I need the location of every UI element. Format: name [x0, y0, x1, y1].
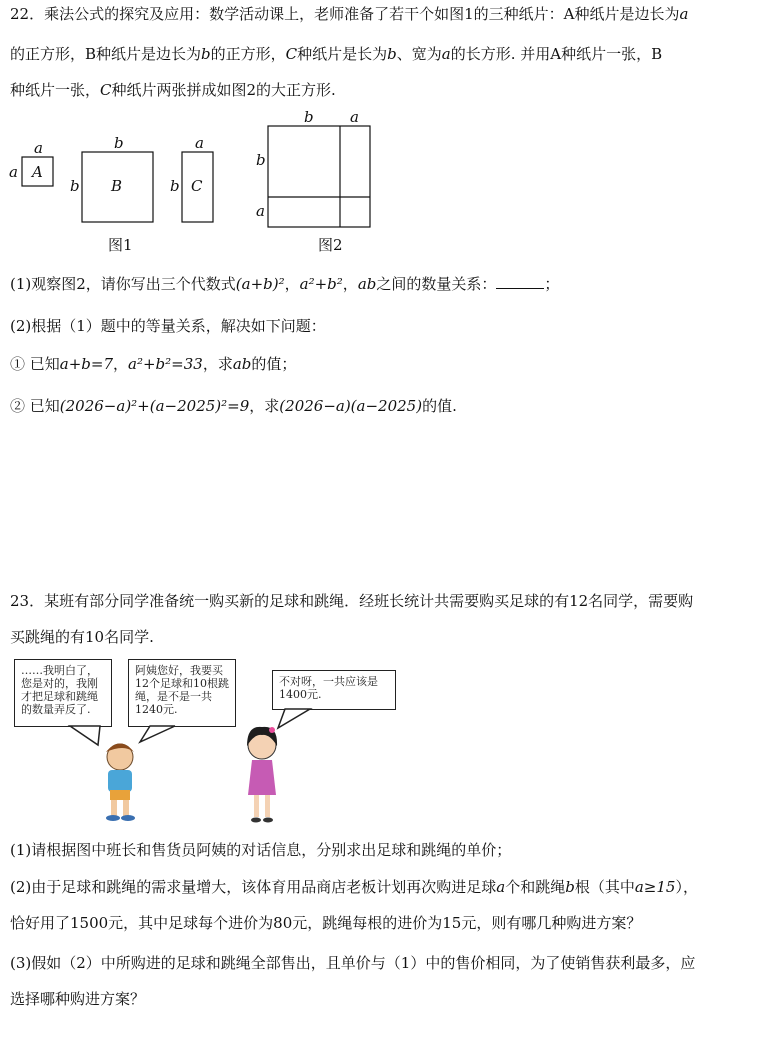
q22-line1: 22．乘法公式的探究及应用：数学活动课上，老师准备了若干个如图1的三种纸片：A种纸片是边长为a [10, 5, 689, 23]
fig1-caption: 图1 [108, 236, 133, 254]
fig1-c-left: b [170, 177, 180, 195]
bubble-clerk: 不对呀，一共应该是1400元. [272, 670, 396, 710]
fig2-caption: 图2 [318, 236, 343, 254]
q23-part2-line2: 恰好用了1500元，其中足球每个进价为80元，跳绳每根的进价为15元，则有哪几种购进方案？ [10, 914, 642, 932]
fig1-c-top: a [195, 134, 204, 152]
fig2-a-left: a [256, 202, 265, 220]
q22-part2: (2)根据（1）题中的等量关系，解决如下问题： [10, 317, 326, 335]
girl-figure [247, 727, 277, 823]
fig2-b-top: b [304, 108, 314, 126]
label-C: C [191, 177, 203, 195]
bubble-boy-2: 阿姨您好，我要买12个足球和10根跳绳，是不是一共1240元. [128, 659, 236, 727]
figure-squares [0, 0, 781, 260]
big-square [268, 126, 370, 227]
q22-line3: 种纸片一张，C种纸片两张拼成如图2的大正方形. [10, 81, 336, 99]
q22-line2: 的正方形，B种纸片是边长为b的正方形，C种纸片是长为b、宽为a的长方形. 并用A种纸片一张，B [10, 45, 663, 63]
q23-line2: 买跳绳的有10名同学. [10, 628, 154, 646]
fig2-b-left: b [256, 151, 266, 169]
label-B: B [111, 177, 123, 195]
q22-part1: (1)观察图2，请你写出三个代数式(a+b)²，a²+b²，ab之间的数量关系： ； [10, 275, 560, 293]
fig1-a-top: a [34, 139, 43, 157]
bubble-boy-1: ……我明白了，您是对的，我刚才把足球和跳绳的数量弄反了. [14, 659, 112, 727]
label-A: A [32, 163, 43, 181]
q23-part1: (1)请根据图中班长和售货员阿姨的对话信息，分别求出足球和跳绳的单价； [10, 841, 512, 859]
q23-part3-line1: (3)假如（2）中所购进的足球和跳绳全部售出，且单价与（1）中的售价相同，为了使销售获利最多，应 [10, 954, 696, 972]
fig1-b-top: b [114, 134, 124, 152]
q22-part2-1: ① 已知a+b=7，a²+b²=33，求ab的值； [10, 355, 297, 373]
fig1-a-left: a [9, 163, 18, 181]
q23-part2-line1: (2)由于足球和跳绳的需求量增大，该体育用品商店老板计划再次购进足球a个和跳绳b根（其中a≥15）， [10, 878, 698, 896]
q23-part3-line2: 选择哪种购进方案？ [10, 990, 146, 1008]
q22-part2-2: ② 已知(2026−a)²+(a−2025)²=9，求(2026−a)(a−2025)的值. [10, 397, 457, 415]
fig1-b-left: b [70, 177, 80, 195]
bubble-tail-1 [70, 726, 100, 745]
bubble-tail-3 [278, 709, 310, 728]
boy-figure [106, 744, 135, 822]
fig2-a-top: a [350, 108, 359, 126]
q23-line1: 23．某班有部分同学准备统一购买新的足球和跳绳．经班长统计共需要购买足球的有12名同学，需要购 [10, 592, 694, 610]
answer-blank[interactable] [496, 274, 544, 289]
bubble-tail-2 [140, 726, 175, 742]
